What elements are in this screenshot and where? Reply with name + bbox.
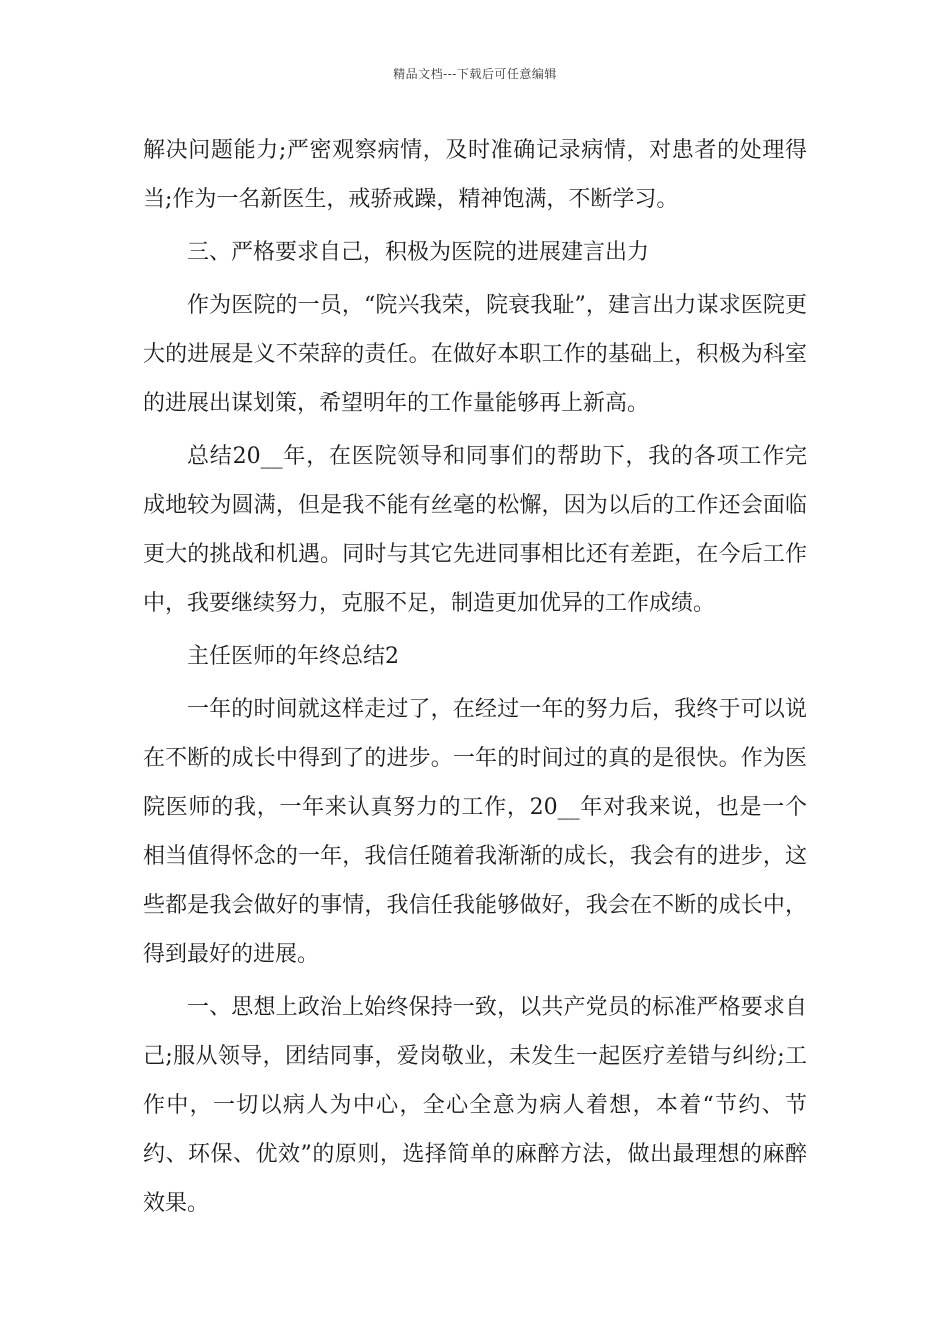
page-header: 精品文档---下载后可任意编辑	[393, 67, 557, 81]
document-body	[143, 126, 807, 1232]
paragraph: 一、思想上政治上始终保持一致，以共产党员的标准严格要求自己;服从领导，团结同事，爱岗敬业，未发生一起医疗差错与纠纷;工作中，一切以病人为中心，全心全意为病人着想，本着“节约、节约、环保、优效”的原则，选择简单的麻醉方法，做出最理想的麻醉效果。	[143, 995, 807, 1216]
paragraph: 解决问题能力;严密观察病情，及时准确记录病情，对患者的处理得当;作为一名新医生，戒骄戒躁，精神饱满，不断学习。	[143, 138, 807, 212]
section-heading: 三、严格要求自己，积极为医院的进展建言出力	[187, 240, 650, 265]
paragraph: 作为医院的一员，“院兴我荣，院衰我耻”，建言出力谋求医院更大的进展是义不荣辞的责任。在做好本职工作的基础上，积极为科室的进展出谋划策，希望明年的工作量能够再上新高。	[143, 293, 807, 416]
paragraph: 总结20__年，在医院领导和同事们的帮助下，我的各项工作完成地较为圆满，但是我不能有丝毫的松懈，因为以后的工作还会面临更大的挑战和机遇。同时与其它先进同事相比还有差距，在今后工作中，我要继续努力，克服不足，制造更加优异的工作成绩。	[143, 444, 807, 616]
paragraph: 一年的时间就这样走过了，在经过一年的努力后，我终于可以说在不断的成长中得到了的进步。一年的时间过的真的是很快。作为医院医师的我，一年来认真努力的工作，20__年对我来说，也是一个相当值得怀念的一年，我信任随着我渐渐的成长，我会有的进步，这些都是我会做好的事情，我信任我能够做好，我会在不断的成长中，得到最好的进展。	[143, 697, 807, 967]
section-title: 主任医师的年终总结2	[187, 644, 399, 669]
